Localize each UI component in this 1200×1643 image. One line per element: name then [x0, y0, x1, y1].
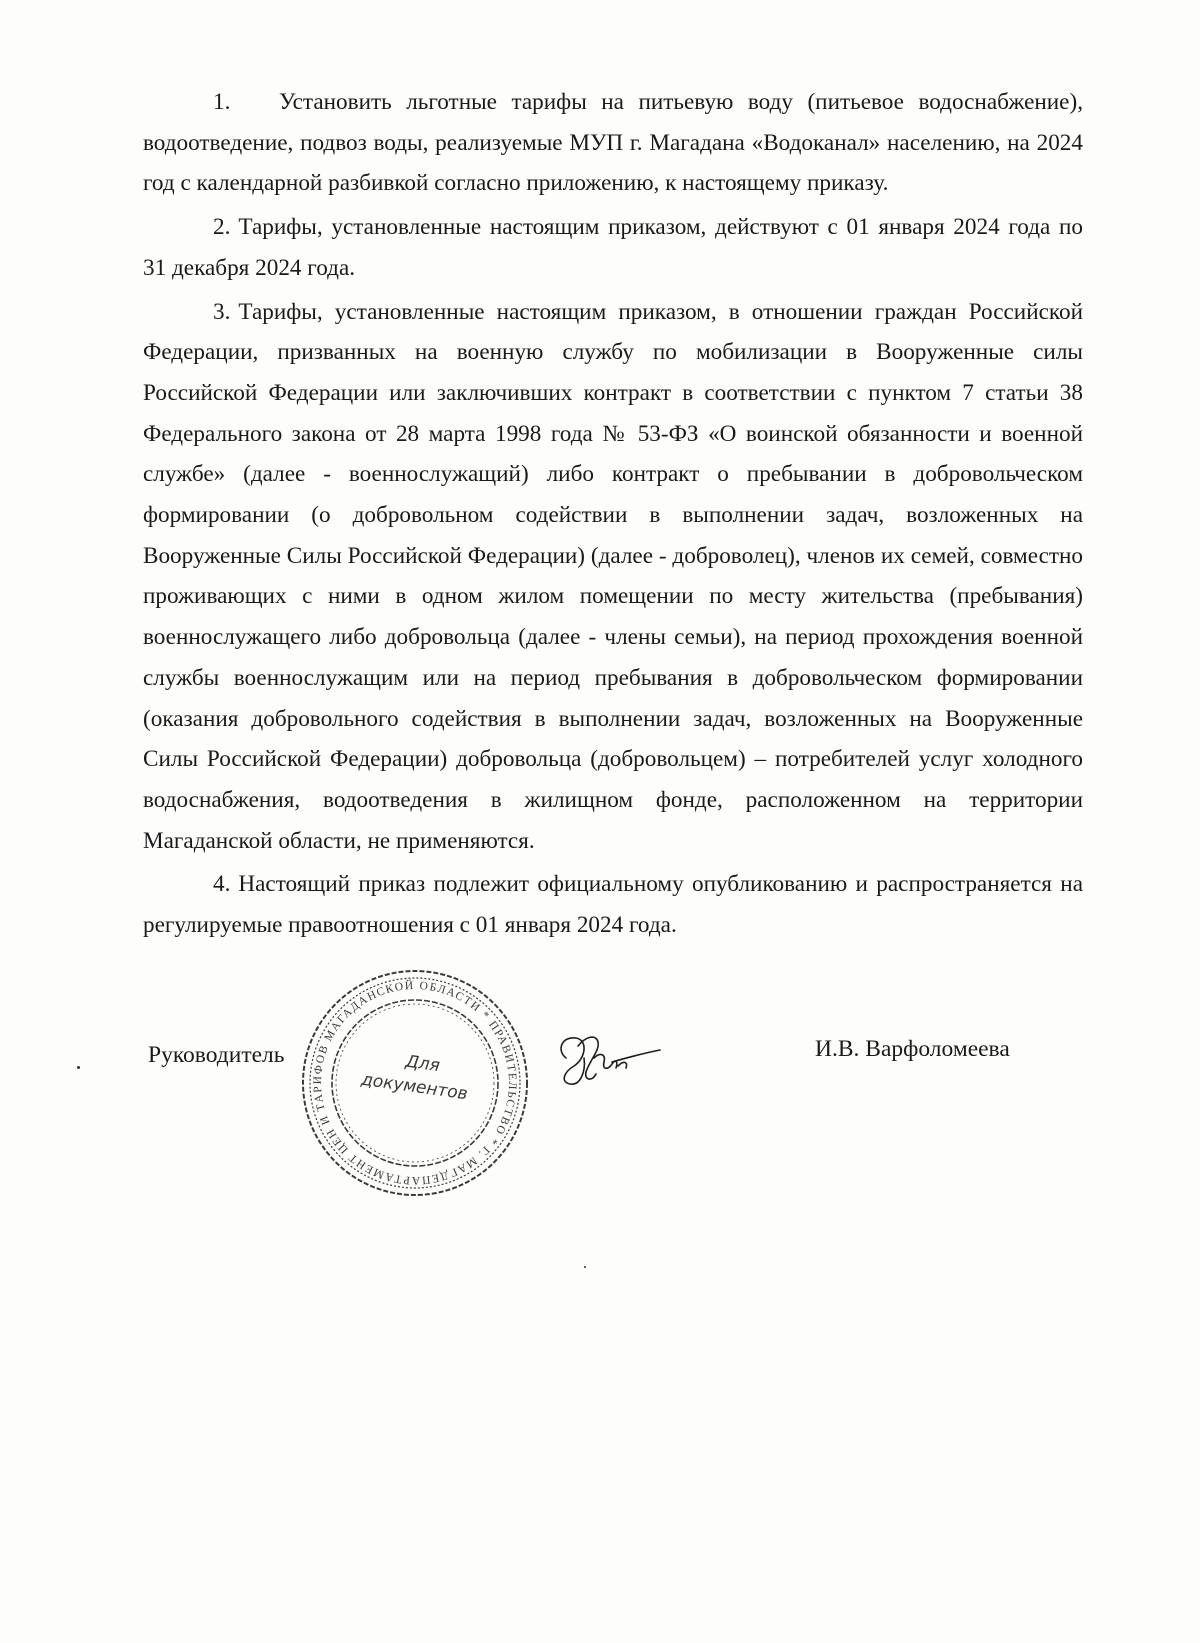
paragraph-4 [143, 864, 1083, 945]
handwritten-signature [556, 1028, 662, 1092]
paragraph-text: Установить льготные тарифы на питьевую воду (питьевое водоснабжение), водоотведение, подвоз воды, реализуемые МУП г. Магадана «Водоканал» населению, на 2024 год с календарной разбивкой согласно приложению, к настоящему приказу. [143, 89, 1083, 197]
scan-speck [77, 1066, 80, 1069]
official-stamp [298, 968, 532, 1198]
paragraph-3 [143, 292, 1083, 862]
order-body [143, 82, 1083, 949]
paragraph-text: Тарифы, установленные настоящим приказом, в отношении граждан Российской Федерации, призванных на военную службу по мобилизации в Вооруженные силы Российской Федерации или заключивших контракт в соответствии с пунктом 7 статьи 38 Федерального закона от 28 марта 1998 года № 53-ФЗ «О воинской обязанности и военной службе» (далее - военнослужащий) либо контракт о пребывании в добровольческом формировании (о добровольном содействии в выполнении задач, возложенных на Вооруженные Силы Российской Федерации) (далее - доброволец), членов их семей, совместно проживающих с ними в одном жилом помещении по месту жительства (пребывания) военнослужащего либо добровольца (далее - члены семьи), на период прохождения военной службы военнослужащим или на период пребывания в добровольческом формировании (оказания добровольного содействия в выполнении задач, возложенных на Вооруженные Силы Российской Федерации) добровольца (добровольцем) – потребителей услуг холодного водоснабжения, водоотведения в жилищном фонде, расположенном на территории Магаданской области, не применяются. [143, 298, 1083, 854]
stamp-ring-path-text: ДЕПАРТАМЕНТ ЦЕН И ТАРИФОВ МАГАДАНСКОЙ ОБЛАСТИ * ПРАВИТЕЛЬСТВО * Г. МАГАДАН [311, 979, 519, 1187]
stamp-center-line-2: документов [359, 1069, 469, 1105]
paragraph-number: 3. [213, 298, 231, 325]
signer-position: Руководитель [148, 1042, 285, 1068]
scan-speck [584, 1266, 586, 1268]
stamp-center-line-1: Для [404, 1051, 442, 1077]
signer-name: И.В. Варфоломеева [815, 1036, 1010, 1062]
paragraph-number: 4. [213, 871, 231, 898]
paragraph-2 [143, 207, 1083, 288]
paragraph-text: Тарифы, установленные настоящим приказом, действуют с 01 января 2024 года по 31 декабря 2024 года. [143, 214, 1083, 281]
paragraph-number: 1. [213, 89, 231, 115]
paragraph-text: Настоящий приказ подлежит официальному опубликованию и распространяется на регулируемые правоотношения с 01 января 2024 года. [143, 871, 1083, 939]
paragraph-1 [143, 82, 1083, 204]
paragraph-number: 2. [213, 214, 231, 241]
